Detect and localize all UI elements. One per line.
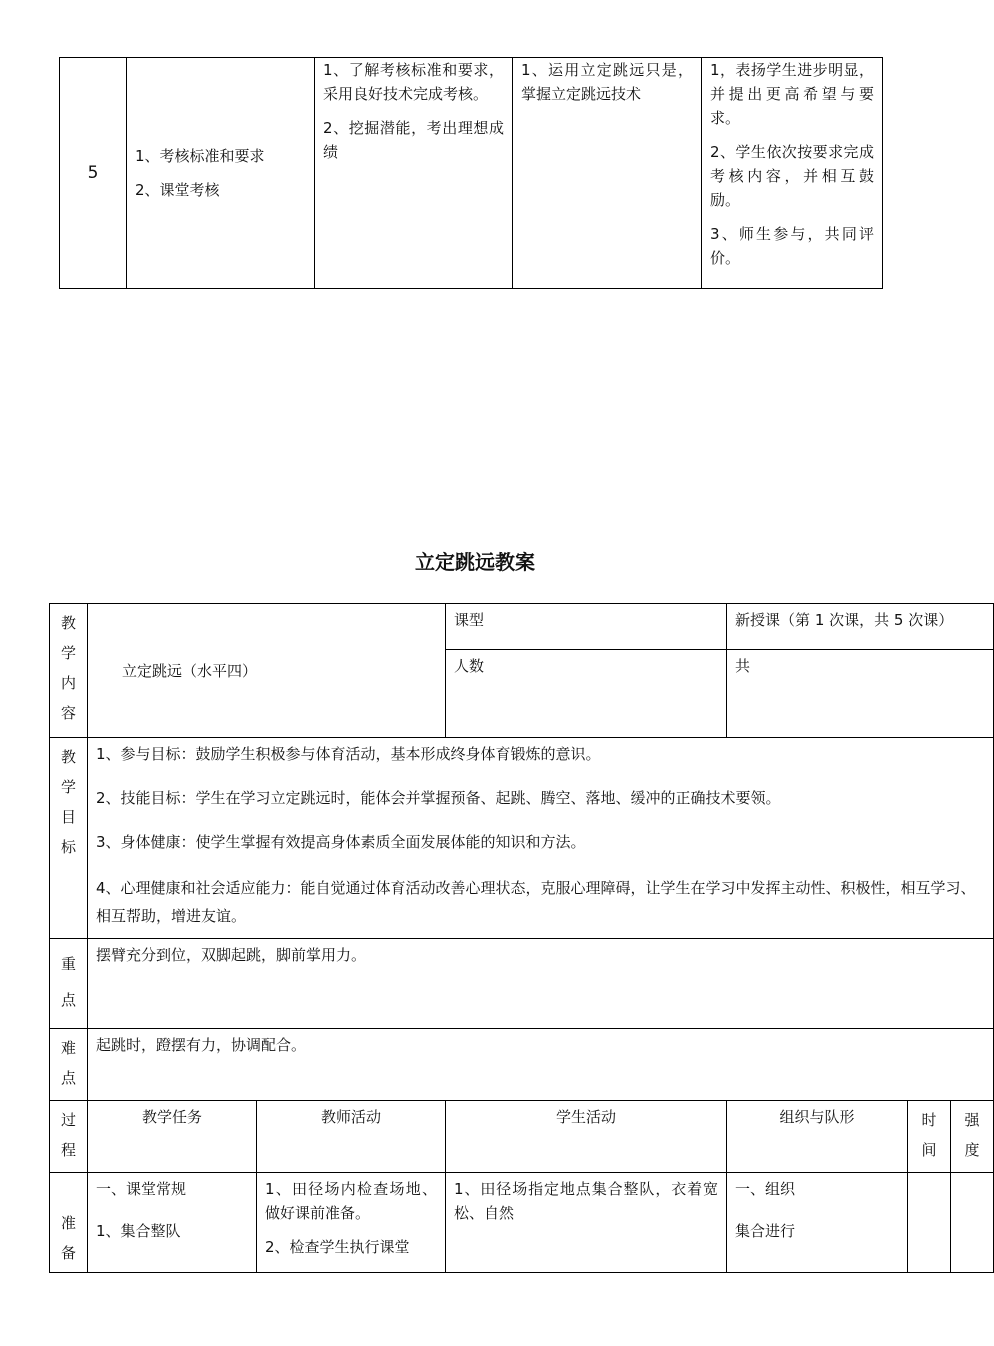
activities-cell [702, 58, 883, 289]
key-line: 1、运用立定跳远只是，掌握立定跳远技术 [521, 61, 693, 103]
activity-line: 2、学生依次按要求完成考核内容，并相互鼓励。 [710, 143, 874, 209]
focus-value: 摆臂充分到位，双脚起跳，脚前掌用力。 [88, 939, 994, 1029]
content-label: 教 学 内 容 [50, 604, 88, 738]
content-line: 2、课堂考核 [135, 181, 220, 199]
task-header: 教学任务 [88, 1101, 257, 1173]
lesson-table-continued [59, 57, 883, 289]
goal-line: 1、了解考核标准和要求，采用良好技术完成考核。 [323, 61, 504, 103]
content-line: 1、考核标准和要求 [135, 147, 265, 165]
org-header: 组织与队形 [727, 1101, 908, 1173]
row-number: 5 [60, 58, 127, 289]
prep-task: 一、课堂常规 1、集合整队 [88, 1173, 257, 1273]
difficulty-label: 难 点 [50, 1029, 88, 1101]
prep-label: 准 备 [50, 1173, 88, 1273]
teacher-header: 教师活动 [257, 1101, 446, 1173]
time-header: 时 间 [908, 1101, 951, 1173]
content-cell [127, 58, 315, 289]
goal-item: 4、心理健康和社会适应能力：能自觉通过体育活动改善心理状态，克服心理障碍，让学生在学习中发挥主动性、积极性，相互学习、相互帮助，增进友谊。 [96, 879, 976, 925]
key-cell [513, 58, 702, 289]
type-value: 新授课（第 1 次课，共 5 次课） [727, 604, 994, 650]
difficulty-value: 起跳时，蹬摆有力，协调配合。 [88, 1029, 994, 1101]
goal-line: 2、挖掘潜能，考出理想成绩 [323, 119, 504, 161]
activity-line: 3、师生参与，共同评价。 [710, 225, 874, 267]
focus-label: 重 点 [50, 939, 88, 1029]
content-value: 立定跳远（水平四） [88, 604, 446, 738]
page-title: 立定跳远教案 [415, 550, 535, 574]
people-label: 人数 [446, 650, 727, 738]
goal-item: 2、技能目标：学生在学习立定跳远时，能体会并掌握预备、起跳、腾空、落地、缓冲的正确技术要领。 [96, 789, 781, 807]
student-header: 学生活动 [446, 1101, 727, 1173]
goals-label: 教 学 目 标 [50, 738, 88, 939]
goals-value [88, 738, 994, 939]
lesson-plan-table [49, 603, 994, 1273]
goal-item: 3、身体健康：使学生掌握有效提高身体素质全面发展体能的知识和方法。 [96, 833, 586, 851]
activity-line: 1，表扬学生进步明显，并提出更高希望与要求。 [710, 61, 874, 127]
people-value: 共 [727, 650, 994, 738]
prep-org: 一、组织 集合进行 [727, 1173, 908, 1273]
prep-student: 1、田径场指定地点集合整队，衣着宽松、自然 [446, 1173, 727, 1273]
goals-cell [315, 58, 513, 289]
intensity-header: 强 度 [951, 1101, 994, 1173]
prep-time [908, 1173, 951, 1273]
process-header: 过 程 [50, 1101, 88, 1173]
prep-teacher: 1、田径场内检查场地、做好课前准备。 2、检查学生执行课堂 [257, 1173, 446, 1273]
prep-intensity [951, 1173, 994, 1273]
type-label: 课型 [446, 604, 727, 650]
goal-item: 1、参与目标：鼓励学生积极参与体育活动，基本形成终身体育锻炼的意识。 [96, 745, 601, 763]
